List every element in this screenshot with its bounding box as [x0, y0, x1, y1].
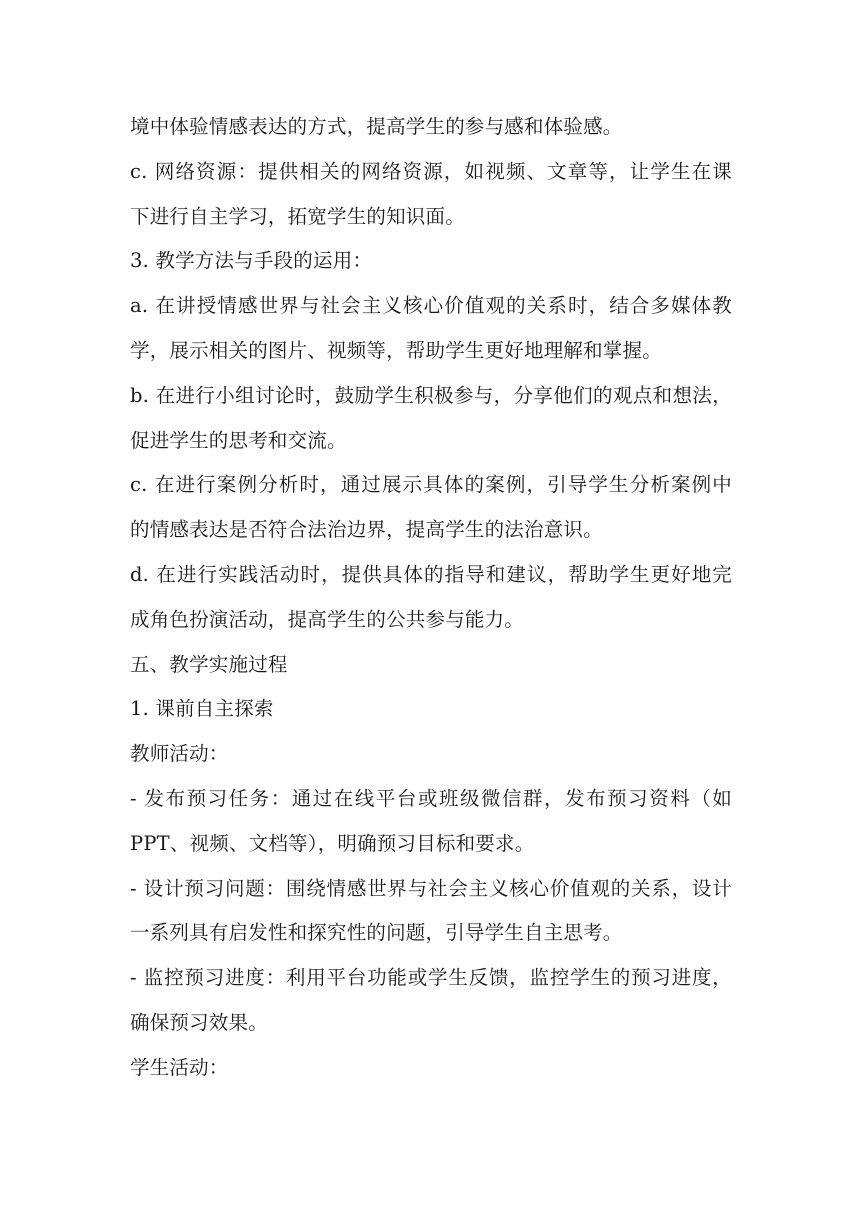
text-line: c. 网络资源：提供相关的网络资源，如视频、文章等，让学生在课: [130, 159, 732, 183]
text-line: 下进行自主学习，拓宽学生的知识面。: [130, 204, 465, 228]
document-page: [130, 105, 732, 1091]
text-line: 确保预习效果。: [130, 1010, 268, 1034]
text-line: - 监控预习进度：利用平台功能或学生反馈，监控学生的预习进度，: [130, 966, 732, 990]
text-line: c. 在进行案例分析时，通过展示具体的案例，引导学生分析案例中: [130, 473, 732, 497]
section-heading: 3. 教学方法与手段的运用：: [130, 249, 373, 273]
subsection-label: 教师活动：: [130, 742, 229, 766]
text-line: - 设计预习问题：围绕情感世界与社会主义核心价值观的关系，设计: [130, 876, 732, 900]
text-line: PPT、视频、文档等），明确预习目标和要求。: [130, 831, 535, 855]
subsection-label: 学生活动：: [130, 1055, 229, 1079]
text-line: 成角色扮演活动，提高学生的公共参与能力。: [130, 607, 525, 631]
chapter-heading: 五、教学实施过程: [130, 652, 288, 676]
text-line: a. 在讲授情感世界与社会主义核心价值观的关系时，结合多媒体教: [130, 294, 732, 318]
text-line: 促进学生的思考和交流。: [130, 428, 347, 452]
text-line: b. 在进行小组讨论时，鼓励学生积极参与，分享他们的观点和想法，: [130, 383, 732, 407]
text-line: 学，展示相关的图片、视频等，帮助学生更好地理解和掌握。: [130, 338, 662, 362]
text-line: 境中体验情感表达的方式，提高学生的参与感和体验感。: [130, 115, 623, 138]
text-line: d. 在进行实践活动时，提供具体的指导和建议，帮助学生更好地完: [130, 562, 732, 586]
text-line: 一系列具有启发性和探究性的问题，引导学生自主思考。: [130, 921, 623, 945]
text-line: 的情感表达是否符合法治边界，提高学生的法治意识。: [130, 518, 603, 542]
section-heading: 1. 课前自主探索: [130, 697, 274, 721]
text-line: - 发布预习任务：通过在线平台或班级微信群，发布预习资料（如: [130, 786, 732, 810]
